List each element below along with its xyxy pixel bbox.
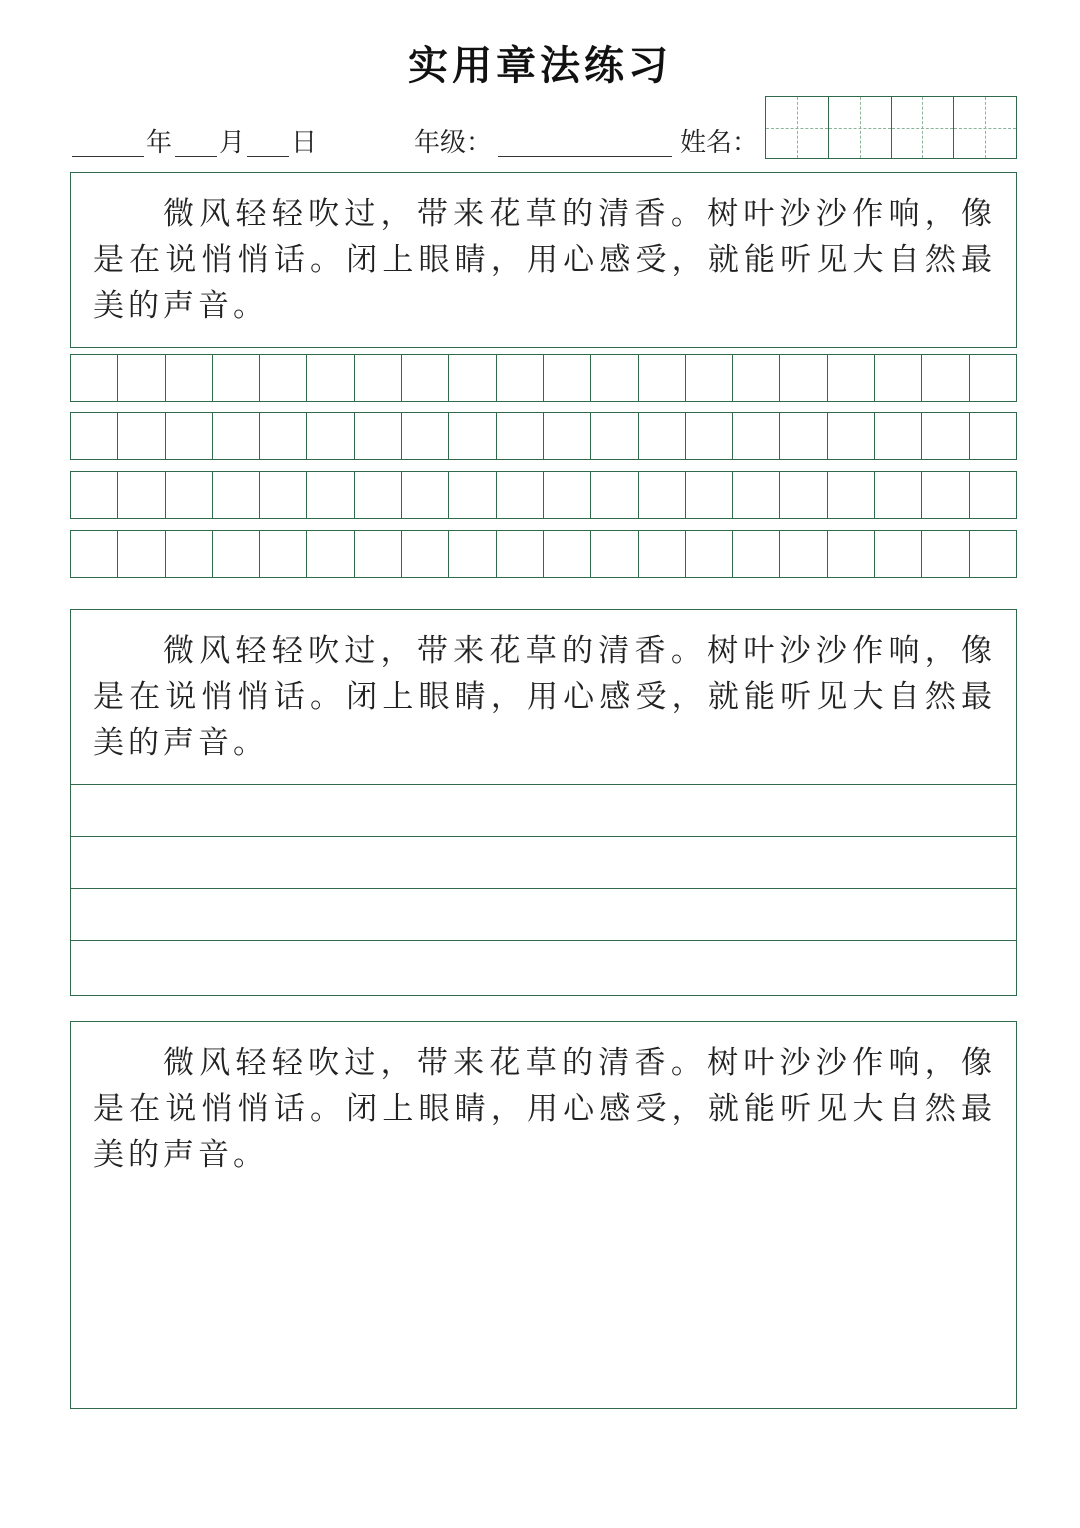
grid-cell[interactable] xyxy=(355,472,402,518)
grid-cell[interactable] xyxy=(497,531,544,577)
grid-cell[interactable] xyxy=(497,355,544,401)
grid-cell[interactable] xyxy=(355,355,402,401)
grid-cell[interactable] xyxy=(260,355,307,401)
grid-cell[interactable] xyxy=(260,531,307,577)
grid-cell[interactable] xyxy=(449,531,496,577)
grid-cell[interactable] xyxy=(402,355,449,401)
writing-line[interactable] xyxy=(71,785,1016,837)
year-blank[interactable] xyxy=(72,156,144,157)
grid-cell[interactable] xyxy=(733,355,780,401)
grid-cell[interactable] xyxy=(733,413,780,459)
grid-cell[interactable] xyxy=(307,413,354,459)
grid-cell[interactable] xyxy=(544,413,591,459)
grid-cell[interactable] xyxy=(71,472,118,518)
grid-cell[interactable] xyxy=(639,413,686,459)
grade-label: 年级： xyxy=(414,128,493,158)
practice-grid-row[interactable] xyxy=(70,354,1017,402)
grid-cell[interactable] xyxy=(166,472,213,518)
ruled-writing-lines[interactable] xyxy=(70,784,1017,996)
grid-cell[interactable] xyxy=(875,355,922,401)
model-passage: 微风轻轻吹过，带来花草的清香。树叶沙沙作响，像是在说悄悄话。闭上眼睛，用心感受，就能听见大自然最美的声音。 xyxy=(93,633,996,761)
grid-cell[interactable] xyxy=(922,531,969,577)
grid-cell[interactable] xyxy=(449,413,496,459)
grid-cell[interactable] xyxy=(591,355,638,401)
grid-cell[interactable] xyxy=(118,413,165,459)
grid-cell[interactable] xyxy=(118,472,165,518)
grid-cell[interactable] xyxy=(922,472,969,518)
grid-cell[interactable] xyxy=(213,413,260,459)
day-blank[interactable] xyxy=(247,156,289,157)
grid-cell[interactable] xyxy=(828,531,875,577)
grid-cell[interactable] xyxy=(686,355,733,401)
writing-line[interactable] xyxy=(71,889,1016,941)
grid-cell[interactable] xyxy=(118,355,165,401)
name-cell[interactable] xyxy=(766,97,829,158)
name-label: 姓名： xyxy=(680,128,759,158)
grid-cell[interactable] xyxy=(260,472,307,518)
name-cell[interactable] xyxy=(954,97,1016,158)
year-label: 年 xyxy=(146,128,173,158)
grid-cell[interactable] xyxy=(449,472,496,518)
model-passage: 微风轻轻吹过，带来花草的清香。树叶沙沙作响，像是在说悄悄话。闭上眼睛，用心感受，就能听见大自然最美的声音。 xyxy=(93,1045,996,1173)
grid-cell[interactable] xyxy=(71,355,118,401)
grid-cell[interactable] xyxy=(733,531,780,577)
name-cell[interactable] xyxy=(829,97,892,158)
grid-cell[interactable] xyxy=(780,413,827,459)
name-cell[interactable] xyxy=(892,97,955,158)
grid-cell[interactable] xyxy=(970,413,1016,459)
practice-grid-row[interactable] xyxy=(70,412,1017,460)
grid-cell[interactable] xyxy=(828,472,875,518)
grid-cell[interactable] xyxy=(780,355,827,401)
grid-cell[interactable] xyxy=(166,531,213,577)
passage-box-3[interactable] xyxy=(70,1021,1017,1409)
grid-cell[interactable] xyxy=(402,531,449,577)
grid-cell[interactable] xyxy=(970,472,1016,518)
grid-cell[interactable] xyxy=(355,413,402,459)
grid-cell[interactable] xyxy=(686,531,733,577)
grid-cell[interactable] xyxy=(733,472,780,518)
grid-cell[interactable] xyxy=(970,355,1016,401)
day-label: 日 xyxy=(291,128,318,158)
grid-cell[interactable] xyxy=(497,413,544,459)
grid-cell[interactable] xyxy=(828,413,875,459)
grid-cell[interactable] xyxy=(591,472,638,518)
name-writing-grid[interactable] xyxy=(765,96,1017,159)
grid-cell[interactable] xyxy=(307,531,354,577)
grid-cell[interactable] xyxy=(639,355,686,401)
grid-cell[interactable] xyxy=(497,472,544,518)
grid-cell[interactable] xyxy=(260,413,307,459)
grid-cell[interactable] xyxy=(875,413,922,459)
practice-grid-row[interactable] xyxy=(70,471,1017,519)
grid-cell[interactable] xyxy=(213,472,260,518)
grid-cell[interactable] xyxy=(970,531,1016,577)
grid-cell[interactable] xyxy=(828,355,875,401)
grid-cell[interactable] xyxy=(402,413,449,459)
writing-line[interactable] xyxy=(71,941,1016,993)
writing-line[interactable] xyxy=(71,837,1016,889)
grid-cell[interactable] xyxy=(875,531,922,577)
grid-cell[interactable] xyxy=(686,472,733,518)
passage-box-1 xyxy=(70,172,1017,348)
grid-cell[interactable] xyxy=(166,413,213,459)
grid-cell[interactable] xyxy=(166,355,213,401)
grid-cell[interactable] xyxy=(780,472,827,518)
grid-cell[interactable] xyxy=(118,531,165,577)
grid-cell[interactable] xyxy=(922,355,969,401)
grade-blank[interactable] xyxy=(498,156,672,157)
model-passage: 微风轻轻吹过，带来花草的清香。树叶沙沙作响，像是在说悄悄话。闭上眼睛，用心感受，就能听见大自然最美的声音。 xyxy=(93,196,996,324)
grid-cell[interactable] xyxy=(591,413,638,459)
grid-cell[interactable] xyxy=(780,531,827,577)
grid-cell[interactable] xyxy=(639,531,686,577)
grid-cell[interactable] xyxy=(71,531,118,577)
grid-cell[interactable] xyxy=(875,472,922,518)
grid-cell[interactable] xyxy=(307,472,354,518)
grid-cell[interactable] xyxy=(449,355,496,401)
grid-cell[interactable] xyxy=(544,531,591,577)
grid-cell[interactable] xyxy=(355,531,402,577)
grid-cell[interactable] xyxy=(402,472,449,518)
page-title: 实用章法练习 xyxy=(408,43,672,89)
grid-cell[interactable] xyxy=(544,355,591,401)
month-blank[interactable] xyxy=(175,156,217,157)
grid-cell[interactable] xyxy=(591,531,638,577)
practice-grid-row[interactable] xyxy=(70,530,1017,578)
grid-cell[interactable] xyxy=(213,531,260,577)
grid-cell[interactable] xyxy=(307,355,354,401)
grid-cell[interactable] xyxy=(71,413,118,459)
month-label: 月 xyxy=(219,128,246,158)
grid-cell[interactable] xyxy=(213,355,260,401)
grid-cell[interactable] xyxy=(544,472,591,518)
grid-cell[interactable] xyxy=(922,413,969,459)
grid-cell[interactable] xyxy=(639,472,686,518)
grid-cell[interactable] xyxy=(686,413,733,459)
